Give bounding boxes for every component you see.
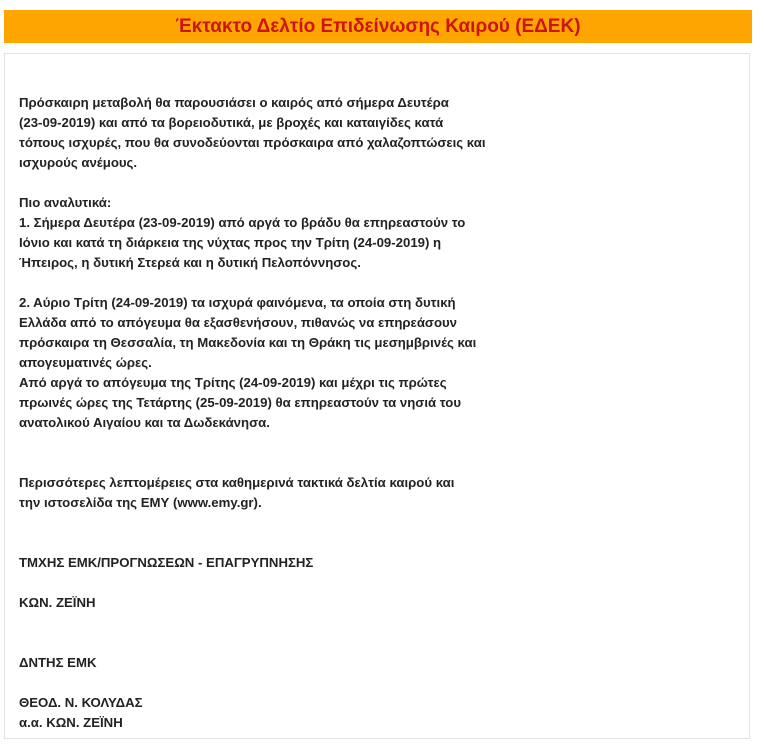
spacer: [19, 633, 539, 653]
forecast-line: πρωινές ώρες της Τετάρτης (25-09-2019) θα επηρεαστούν τα νησιά του: [19, 395, 462, 410]
more-info-line: την ιστοσελίδα της ΕΜΥ (www.emy.gr).: [19, 495, 262, 510]
forecast-item-1: [19, 213, 539, 273]
spacer: [19, 433, 539, 453]
department-signatory: ΚΩΝ. ΖΕΪΝΗ: [19, 595, 96, 610]
forecast-line: Ήπειρος, η δυτική Στερεά και η δυτική Πελοπόννησος.: [19, 255, 361, 270]
forecast-line: 2. Αύριο Τρίτη (24-09-2019) τα ισχυρά φαινόμενα, τα οποία στη δυτική: [19, 295, 456, 310]
more-info-line: Περισσότερες λεπτομέρειες στα καθημερινά τακτικά δελτία καιρού και: [19, 475, 455, 490]
intro-line: τόπους ισχυρές, που θα συνοδεύονται πρόσκαιρα από χαλαζοπτώσεις και: [19, 135, 486, 150]
intro-line: ισχυρούς ανέμους.: [19, 155, 138, 170]
bulletin-panel: [4, 53, 750, 739]
director-name: ΘΕΟΔ. Ν. ΚΟΛΥΔΑΣ: [19, 695, 143, 710]
director-deputy: α.α. ΚΩΝ. ΖΕΪΝΗ: [19, 715, 123, 730]
intro-line: Πρόσκαιρη μεταβολή θα παρουσιάσει ο καιρός από σήμερα Δευτέρα: [19, 95, 449, 110]
spacer: [19, 573, 539, 593]
bulletin-text: [19, 93, 539, 733]
department-name: ΤΜΧΗΣ ΕΜΚ/ΠΡΟΓΝΩΣΕΩΝ - ΕΠΑΓΡΥΠΝΗΣΗΣ: [19, 555, 314, 570]
intro-paragraph: [19, 93, 539, 173]
spacer: [19, 673, 539, 693]
intro-line: (23-09-2019) και από τα βορειοδυτικά, με βροχές και καταιγίδες κατά: [19, 115, 444, 130]
more-info-paragraph: [19, 473, 539, 513]
spacer: [19, 533, 539, 553]
details-heading: Πιο αναλυτικά:: [19, 195, 112, 210]
forecast-line: Ιόνιο και κατά τη διάρκεια της νύχτας προς την Τρίτη (24-09-2019) η: [19, 235, 442, 250]
spacer: [19, 613, 539, 633]
forecast-line: Ελλάδα από το απόγευμα θα εξασθενήσουν, πιθανώς να επηρεάσουν: [19, 315, 458, 330]
spacer: [19, 273, 539, 293]
spacer: [19, 173, 539, 193]
forecast-line: 1. Σήμερα Δευτέρα (23-09-2019) από αργά το βράδυ θα επηρεαστούν το: [19, 215, 466, 230]
director-title: ΔΝΤΗΣ ΕΜΚ: [19, 655, 97, 670]
spacer: [19, 513, 539, 533]
header-bar: [4, 10, 752, 43]
forecast-item-2: [19, 293, 539, 433]
forecast-line: Από αργά το απόγευμα της Τρίτης (24-09-2019) και μέχρι τις πρώτες: [19, 375, 447, 390]
forecast-line: ανατολικού Αιγαίου και τα Δωδεκάνησα.: [19, 415, 270, 430]
page-title: Έκτακτο Δελτίο Επιδείνωσης Καιρού (ΕΔΕΚ): [175, 16, 581, 37]
spacer: [19, 453, 539, 473]
forecast-line: πρόσκαιρα τη Θεσσαλία, τη Μακεδονία και τη Θράκη τις μεσημβρινές και: [19, 335, 477, 350]
forecast-line: απογευματινές ώρες.: [19, 355, 152, 370]
